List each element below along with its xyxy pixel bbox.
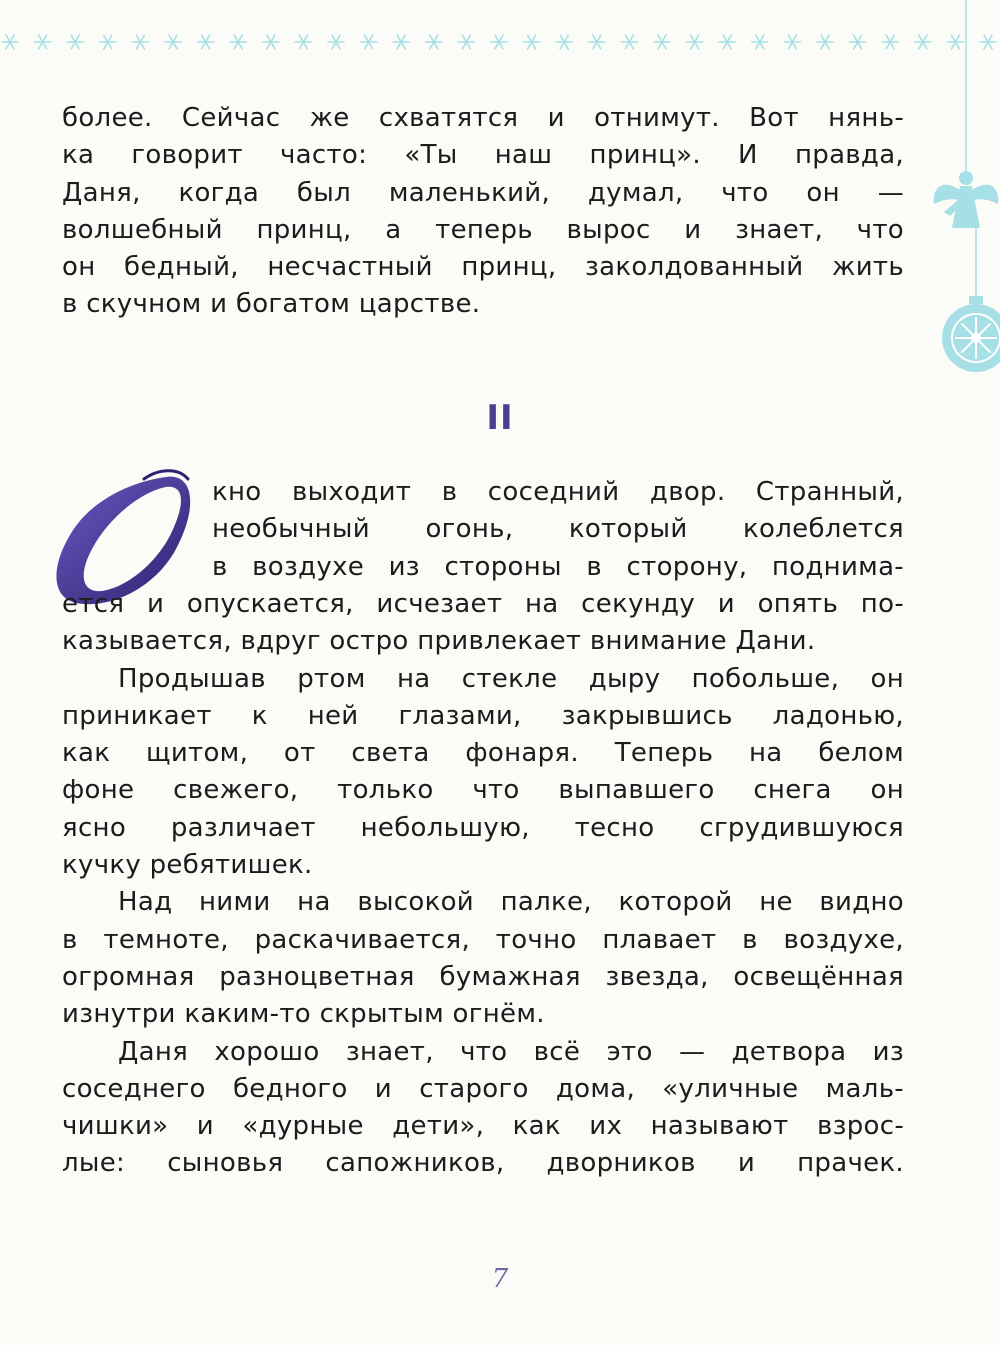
snowflake-icon [35,35,51,49]
text-line: Продышав ртом на стекле дыру побольше, он [118,663,904,694]
snowflake-icon [817,35,833,49]
snowflake-icon [132,35,148,49]
body-text [62,586,904,1183]
text-line: соседнего бедного и старого дома, «уличные маль- [62,1073,904,1104]
text-line: огромная разноцветная бумажная звезда, освещённая [62,961,904,992]
chapter-heading: II [486,398,514,438]
snowflake-icon [556,35,572,49]
snowflake-icon [2,35,18,49]
paragraph [62,884,904,1033]
snowflake-icon [654,35,670,49]
christmas-ball-icon [942,296,1000,372]
snowflake-icon [589,35,605,49]
text-line: он бедный, несчастный принц, заколдованный жить [62,252,904,283]
text-line: ется и опускается, исчезает на секунду и опять по- [62,589,904,619]
text-line: ясно различает небольшую, тесно сгрудившуюся [62,812,904,843]
text-line: кно выходит в соседний двор. Странный, [212,477,904,507]
snowflake-icon [687,35,703,49]
snowflake-icon [393,35,409,49]
snowflake-icon [67,35,83,49]
page-number: 7 [491,1264,509,1294]
text-line: в воздухе из стороны в сторону, поднима- [212,551,904,582]
text-line: фоне свежего, только что выпавшего снега он [62,775,904,806]
snowflake-icon [426,35,442,49]
snowflake-icon [850,35,866,49]
text-line: волшебный принц, а теперь вырос и знает, что [62,214,904,245]
snowflake-icon [458,35,474,49]
snowflake-icon [361,35,377,49]
text-line: Над ними на высокой палке, которой не видно [118,887,904,918]
snowflake-border [0,22,1000,62]
snowflake-icon [165,35,181,49]
text-line: более. Сейчас же схватятся и отнимут. Вот нянь- [62,103,904,133]
text-line: кучку ребятишек. [62,850,313,881]
text-line: чишки» и «дурные дети», как их называют взрос- [62,1111,904,1142]
text-line: Даня хорошо знает, что всё это — детвора из [118,1036,904,1067]
text-line: как щитом, от света фонаря. Теперь на белом [62,738,904,769]
snowflake-icon [263,35,279,49]
snowflake-icon [198,35,214,49]
text-line: лые: сыновья сапожников, дворников и прачек. [62,1148,904,1179]
text-line: в темноте, раскачивается, точно плавает в воздухе, [62,924,904,955]
snowflake-icon [100,35,116,49]
text-line: необычный огонь, который колеблется [212,514,904,545]
snowflake-icon [882,35,898,49]
snowflake-icon [621,35,637,49]
text-line: Даня, когда был маленький, думал, что он — [62,177,904,208]
hanging-ornament [920,0,1000,380]
text-line: изнутри каким-то скрытым огнём. [62,999,545,1030]
snowflake-icon [719,35,735,49]
snowflake-icon [524,35,540,49]
text-line: в скучном и богатом царстве. [62,289,481,320]
snowflake-icon [230,35,246,49]
snowflake-icon [784,35,800,49]
text-line: казывается, вдруг остро привлекает внимание Дани. [62,626,816,657]
snowflake-icon [328,35,344,49]
angel-icon [934,171,999,228]
snowflake-icon [295,35,311,49]
drop-cap-letter: О [48,465,49,466]
top-paragraph [62,100,904,324]
snowflake-icon [752,35,768,49]
paragraph [62,661,904,885]
text-line: приникает к ней глазами, закрывшись ладонью, [62,700,904,731]
text-line: ка говорит часто: «Ты наш принц». И правда, [62,140,904,171]
paragraph [62,1034,904,1183]
snowflake-icon [491,35,507,49]
first-paragraph-wrapped [212,474,904,586]
